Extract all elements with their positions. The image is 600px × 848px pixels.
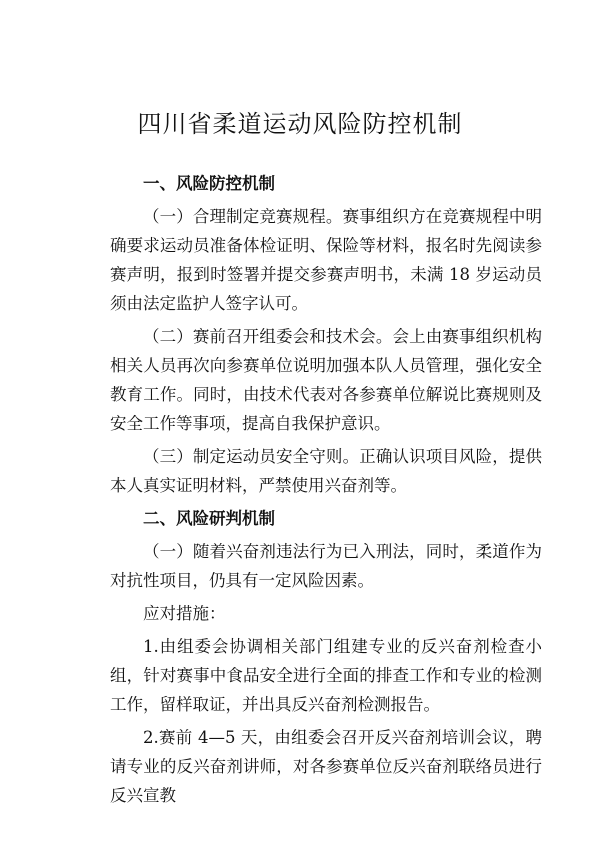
document-title: 四川省柔道运动风险防控机制 [137, 110, 463, 138]
document-body [110, 169, 542, 814]
paragraph-athlete-safety-rules: （三）制定运动员安全守则。正确认识项目风险，提供本人真实证明材料，严禁使用兴奋剂等。 [110, 447, 542, 495]
paragraph-measure-1: 1.由组委会协调相关部门组建专业的反兴奋剂检查小组，针对赛事中食品安全进行全面的排查工作和专业的检测工作，留样取证，并出具反兴奋剂检测报告。 [110, 637, 542, 714]
paragraph-measure-2: 2.赛前 4—5 天，由组委会召开反兴奋剂培训会议，聘请专业的反兴奋剂讲师，对各参赛单位反兴奋剂联络员进行反兴宣教 [110, 728, 542, 805]
paragraph-countermeasures-label: 应对措施： [143, 604, 226, 623]
paragraph-pre-match-meetings: （二）赛前召开组委会和技术会。会上由赛事组织机构相关人员再次向参赛单位说明加强本队人员管理，强化安全教育工作。同时，由技术代表对各参赛单位解说比赛规则及安全工作等事项，提高自我保护意识。 [110, 327, 542, 433]
paragraph-competition-rules: （一）合理制定竞赛规程。赛事组织方在竞赛规程中明确要求运动员准备体检证明、保险等材料，报名时先阅读参赛声明，报到时签署并提交参赛声明书，未满 18 岁运动员须由法定监护人签字认可。 [110, 207, 542, 313]
paragraph-doping-risk: （一）随着兴奋剂违法行为已入刑法，同时，柔道作为对抗性项目，仍具有一定风险因素。 [110, 542, 542, 590]
section-heading-risk-assessment: 二、风险研判机制 [143, 509, 275, 528]
section-heading-risk-prevention: 一、风险防控机制 [143, 174, 275, 193]
